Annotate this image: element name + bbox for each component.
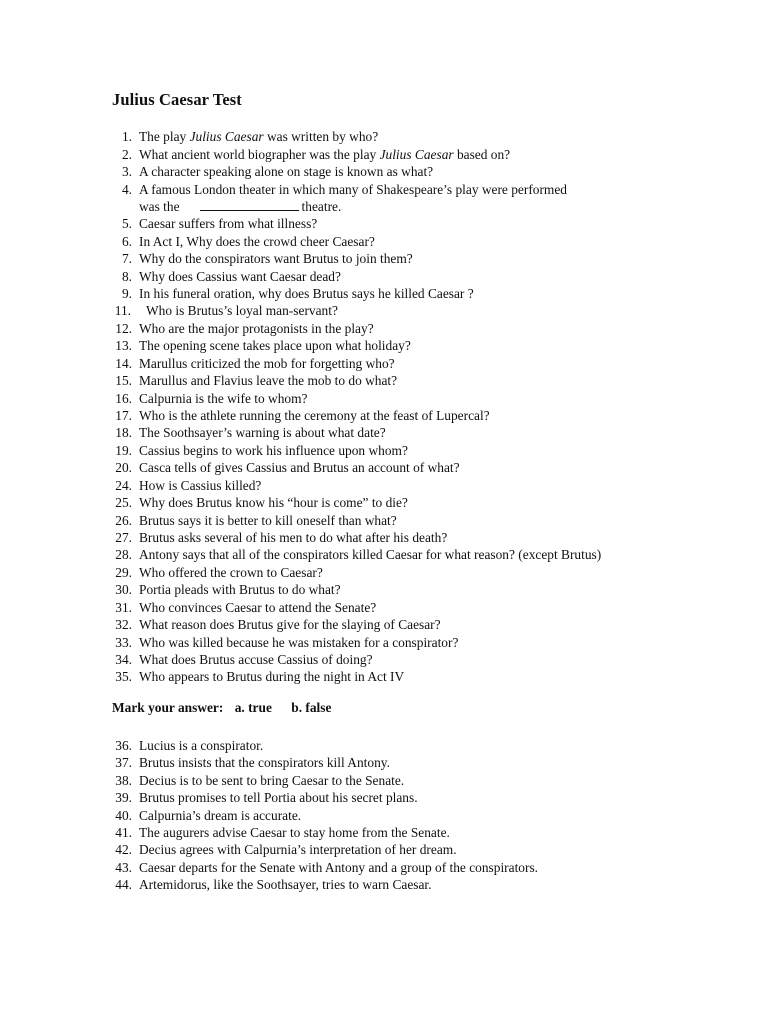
question-text: In his funeral oration, why does Brutus says he killed Caesar ? (139, 286, 474, 301)
question-text: Caesar suffers from what illness? (139, 216, 318, 231)
question-number: 37. (115, 755, 132, 770)
question-number: 8. (121, 268, 132, 284)
option-true: a. true (234, 700, 272, 715)
question-number: 25. (115, 495, 132, 510)
question-text: Antony says that all of the conspirators killed Caesar for what reason? (except Brutus) (139, 547, 602, 562)
question-number: 7. (121, 251, 132, 266)
question-number: 31. (115, 599, 132, 615)
question-number: 26. (115, 512, 132, 528)
question-text: Casca tells of gives Cassius and Brutus an account of what? (139, 460, 460, 475)
question-text-part: theatre. (301, 198, 342, 214)
question-number: 29. (115, 564, 132, 580)
question-text: How is Cassius killed? (139, 477, 262, 493)
question-text: Who was killed because he was mistaken for a conspirator? (139, 634, 459, 650)
question-text: Brutus insists that the conspirators kill Antony. (139, 755, 390, 770)
question-number: 19. (115, 442, 132, 458)
question-number: 17. (115, 408, 132, 423)
question-number: 39. (115, 790, 132, 805)
question-text: Who are the major protagonists in the play? (139, 320, 374, 336)
question-number: 12. (115, 320, 132, 336)
question-text: Portia pleads with Brutus to do what? (139, 582, 341, 597)
question-text: Marullus and Flavius leave the mob to do what? (139, 373, 398, 388)
question-text-part: was written by who? (263, 129, 379, 144)
question-number: 30. (115, 582, 132, 597)
question-text: Decius is to be sent to bring Caesar to the Senate. (139, 772, 405, 788)
question-text: Why do the conspirators want Brutus to join them? (139, 251, 413, 266)
question-number: 34. (115, 652, 132, 667)
question-number: 9. (121, 286, 132, 301)
question-number: 27. (115, 530, 132, 545)
question-number: 41. (115, 825, 132, 840)
question-4-continuation (139, 198, 341, 215)
question-text: Who is Brutus’s loyal man-servant? (146, 303, 338, 318)
question-number: 24. (115, 477, 132, 493)
question-text: A famous London theater in which many of Shakespeare’s play were performed (139, 181, 567, 197)
question-number: 32. (115, 617, 132, 632)
question-text (139, 146, 510, 163)
question-text: The Soothsayer’s warning is about what date? (139, 425, 386, 440)
question-text-part: based on? (453, 146, 511, 162)
play-title-italic: Julius Caesar (379, 146, 454, 162)
instruction-label: Mark your answer: (112, 700, 224, 715)
page-title: Julius Caesar Test (112, 90, 242, 109)
question-number: 38. (115, 772, 132, 788)
question-number: 18. (115, 425, 132, 440)
question-number: 16. (115, 390, 132, 406)
question-text-part: What ancient world biographer was the play (139, 146, 380, 162)
question-text: Brutus says it is better to kill oneself than what? (139, 512, 397, 528)
question-text: A character speaking alone on stage is known as what? (139, 164, 434, 179)
question-number: 14. (115, 355, 132, 371)
question-text: What reason does Brutus give for the slaying of Caesar? (139, 617, 441, 632)
question-text: In Act I, Why does the crowd cheer Caesar? (139, 233, 375, 249)
question-text-part: The play (139, 129, 190, 144)
answer-blank (200, 198, 299, 211)
question-text: What does Brutus accuse Cassius of doing? (139, 652, 373, 667)
question-text: Calpurnia’s dream is accurate. (139, 807, 302, 823)
question-text: Cassius begins to work his influence upon whom? (139, 442, 408, 458)
question-text: The augurers advise Caesar to stay home from the Senate. (139, 825, 450, 840)
question-text: Who offered the crown to Caesar? (139, 564, 323, 580)
question-number: 42. (115, 842, 132, 857)
question-number: 28. (115, 547, 132, 562)
question-number: 15. (115, 373, 132, 388)
question-text: Calpurnia is the wife to whom? (139, 390, 308, 406)
question-text: Decius agrees with Calpurnia’s interpretation of her dream. (139, 842, 457, 857)
question-text: Who convinces Caesar to attend the Senate? (139, 599, 377, 615)
question-number: 6. (121, 233, 132, 249)
true-false-instruction (112, 700, 331, 716)
question-text: Brutus asks several of his men to do what after his death? (139, 530, 448, 545)
question-number: 44. (115, 877, 132, 892)
option-false: b. false (291, 700, 332, 715)
question-number: 36. (115, 738, 132, 753)
question-text: Artemidorus, like the Soothsayer, tries to warn Caesar. (139, 877, 432, 892)
question-number: 35. (115, 669, 132, 684)
question-text: Who is the athlete running the ceremony at the feast of Lupercal? (139, 408, 490, 423)
question-number: 5. (121, 216, 132, 231)
question-text (139, 128, 378, 145)
question-text: Why does Cassius want Caesar dead? (139, 268, 341, 284)
question-number: 40. (115, 807, 132, 823)
question-text: Brutus promises to tell Portia about his secret plans. (139, 790, 418, 805)
question-text: Why does Brutus know his “hour is come” to die? (139, 495, 408, 510)
question-number: 33. (115, 634, 132, 650)
question-text-part: was the (139, 198, 180, 214)
question-number: 11. (114, 303, 131, 318)
question-text: Marullus criticized the mob for forgetting who? (139, 355, 395, 371)
question-number: 2. (121, 146, 132, 162)
question-number: 4. (121, 181, 132, 197)
question-number: 20. (115, 460, 132, 475)
question-number: 13. (115, 338, 132, 353)
question-number: 3. (121, 164, 132, 179)
question-number: 1. (121, 129, 132, 144)
question-text: The opening scene takes place upon what holiday? (139, 338, 411, 353)
question-text: Lucius is a conspirator. (139, 738, 264, 753)
question-text: Caesar departs for the Senate with Antony and a group of the conspirators. (139, 859, 539, 875)
play-title-italic: Julius Caesar (189, 129, 264, 144)
question-number: 43. (115, 859, 132, 875)
question-text: Who appears to Brutus during the night in Act IV (139, 669, 405, 684)
